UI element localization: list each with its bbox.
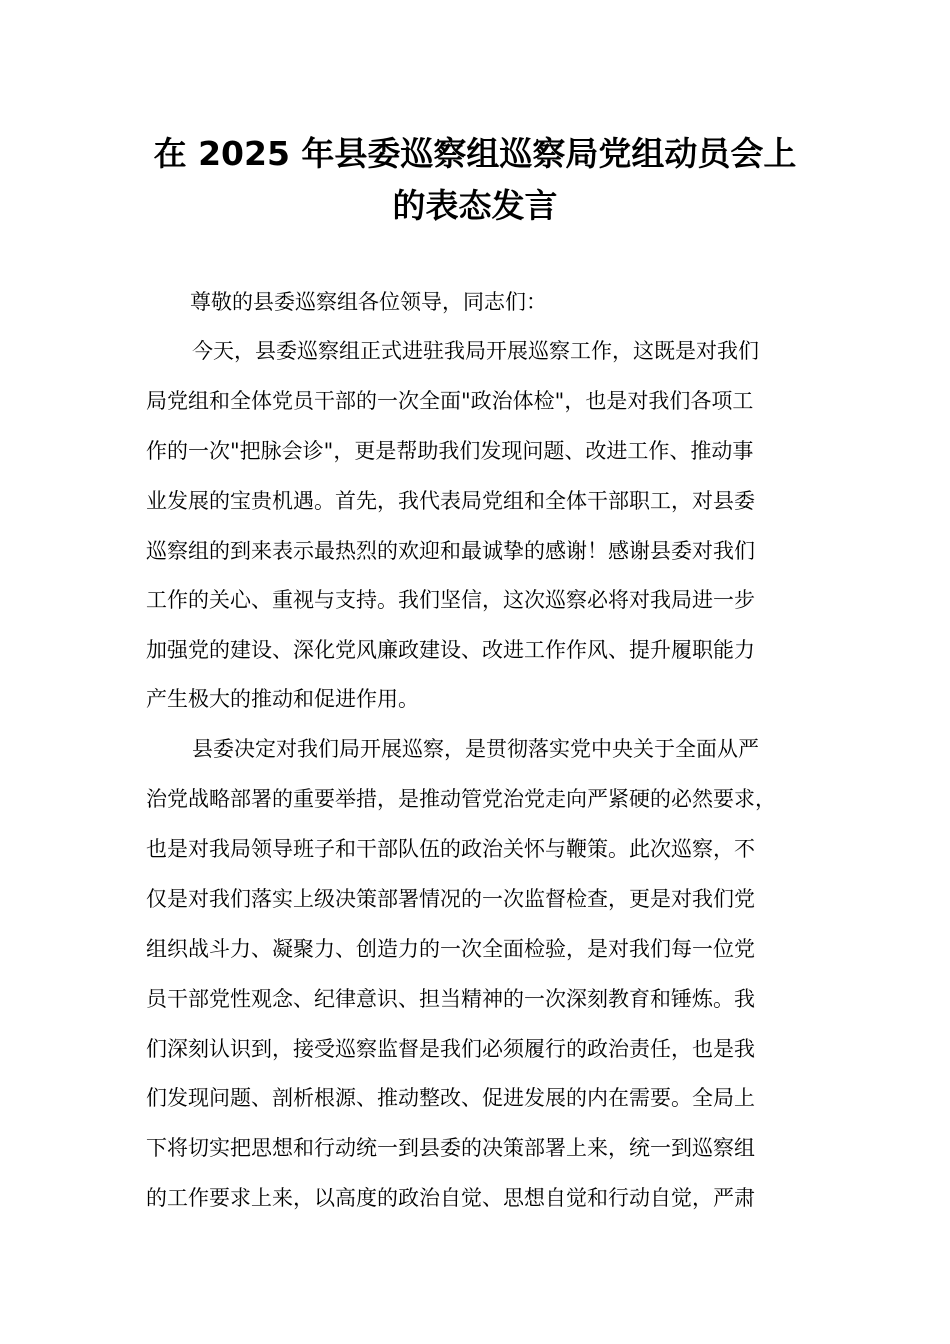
paragraph-2-line: 组织战斗力、凝聚力、创造力的一次全面检验，是对我们每一位党 [146,937,755,961]
paragraph-2-line: 下将切实把思想和行动统一到县委的决策部署上来，统一到巡察组 [146,1136,755,1160]
paragraph-1-line: 业发展的宝贵机遇。首先，我代表局党组和全体干部职工，对县委 [146,489,755,513]
paragraph-2-line: 员干部党性观念、纪律意识、担当精神的一次深刻教育和锤炼。我 [146,987,755,1011]
paragraph-2-line: 的工作要求上来，以高度的政治自觉、思想自觉和行动自觉，严肃 [146,1186,755,1210]
paragraph-2-line: 治党战略部署的重要举措，是推动管党治党走向严紧硬的必然要求， [146,787,776,811]
document-title-line-2: 的表态发言 [392,186,558,225]
document-title-line-1: 在 2025 年县委巡察组巡察局党组动员会上 [153,134,797,173]
paragraph-1-line: 加强党的建设、深化党风廉政建设、改进工作作风、提升履职能力 [146,638,755,662]
paragraph-2-line: 县委决定对我们局开展巡察，是贯彻落实党中央关于全面从严 [192,737,759,761]
paragraph-1-line: 巡察组的到来表示最热烈的欢迎和最诚挚的感谢！感谢县委对我们 [146,539,755,563]
paragraph-1-line: 作的一次"把脉会诊"，更是帮助我们发现问题、改进工作、推动事 [146,439,754,463]
paragraph-1-line: 局党组和全体党员干部的一次全面"政治体检"，也是对我们各项工 [146,389,754,413]
paragraph-1-line: 今天，县委巡察组正式进驻我局开展巡察工作，这既是对我们 [192,339,759,363]
paragraph-2-line: 们发现问题、剖析根源、推动整改、促进发展的内在需要。全局上 [146,1086,755,1110]
paragraph-1-line: 产生极大的推动和促进作用。 [146,687,419,711]
paragraph-2-line: 们深刻认识到，接受巡察监督是我们必须履行的政治责任，也是我 [146,1037,755,1061]
salutation: 尊敬的县委巡察组各位领导，同志们： [190,290,547,314]
paragraph-2-line: 也是对我局领导班子和干部队伍的政治关怀与鞭策。此次巡察，不 [146,837,755,861]
paragraph-1-line: 工作的关心、重视与支持。我们坚信，这次巡察必将对我局进一步 [146,588,755,612]
paragraph-2-line: 仅是对我们落实上级决策部署情况的一次监督检查，更是对我们党 [146,887,755,911]
